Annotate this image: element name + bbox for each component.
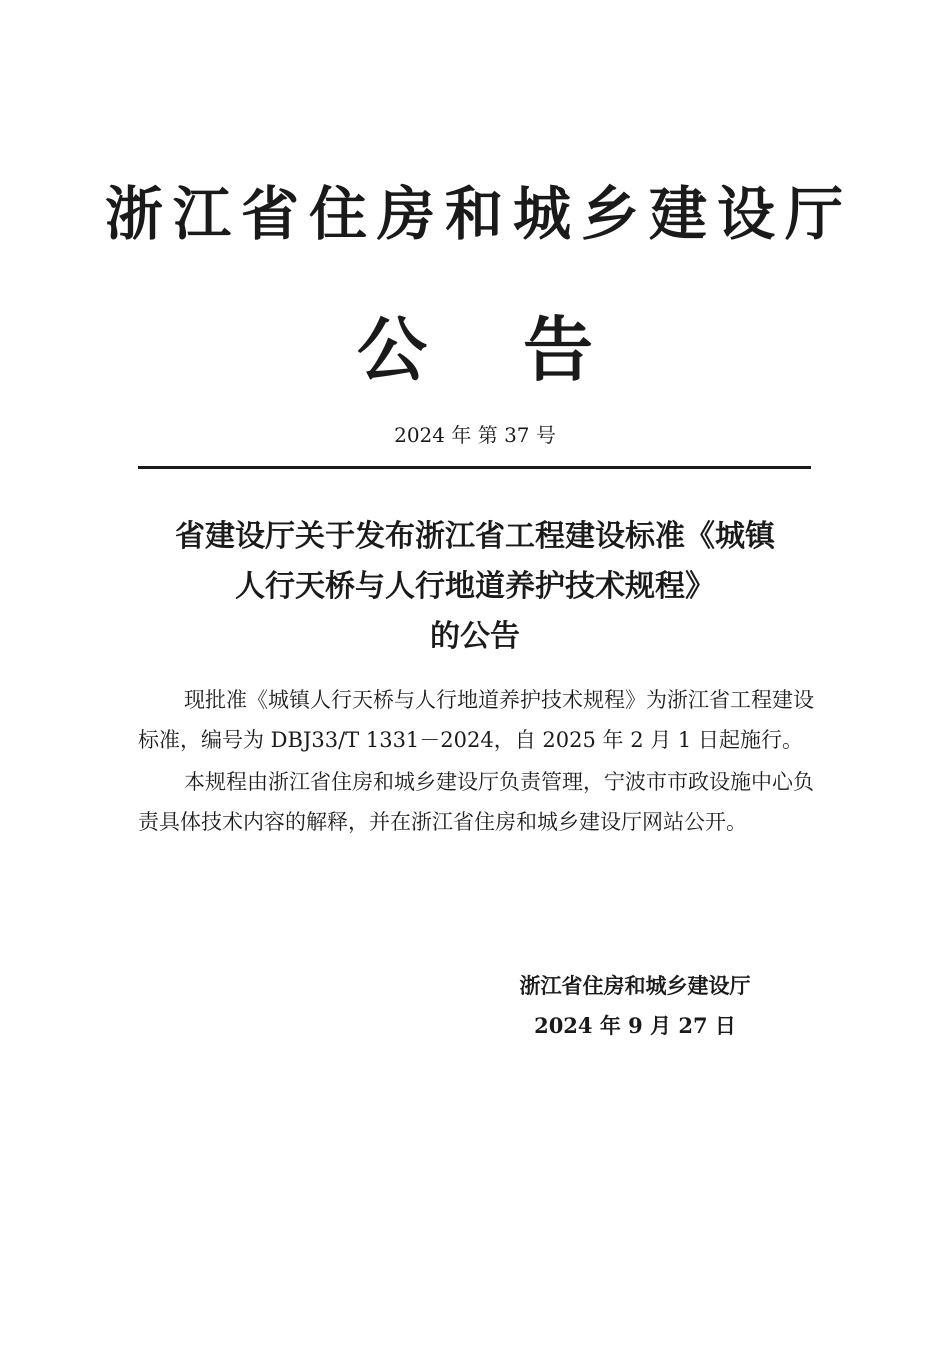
signature-block <box>480 966 790 1046</box>
issuing-agency-title: 浙江省住房和城乡建设厅 <box>104 180 853 248</box>
body-paragraph: 本规程由浙江省住房和城乡建设厅负责管理，宁波市市政设施中心负责具体技术内容的解释，并在浙江省住房和城乡建设厅网站公开。 <box>138 770 814 834</box>
body-paragraph: 现批准《城镇人行天桥与人行地道养护技术规程》为浙江省工程建设标准，编号为 DBJ33/T 1331－2024，自 2025 年 2 月 1 日起施行。 <box>138 688 814 752</box>
headline-line: 人行天桥与人行地道养护技术规程》 <box>235 569 715 604</box>
document-number: 2024 年 第 37 号 <box>394 423 556 447</box>
document-type-title: 公告 <box>357 308 689 391</box>
signature-date: 2024 年 9 月 27 日 <box>534 1013 736 1038</box>
headline-line: 省建设厅关于发布浙江省工程建设标准《城镇 <box>175 519 775 554</box>
announcement-body <box>138 680 814 844</box>
announcement-headline <box>120 512 830 662</box>
headline-line: 的公告 <box>430 619 520 654</box>
header-divider <box>138 466 811 469</box>
signature-issuer: 浙江省住房和城乡建设厅 <box>519 973 751 998</box>
